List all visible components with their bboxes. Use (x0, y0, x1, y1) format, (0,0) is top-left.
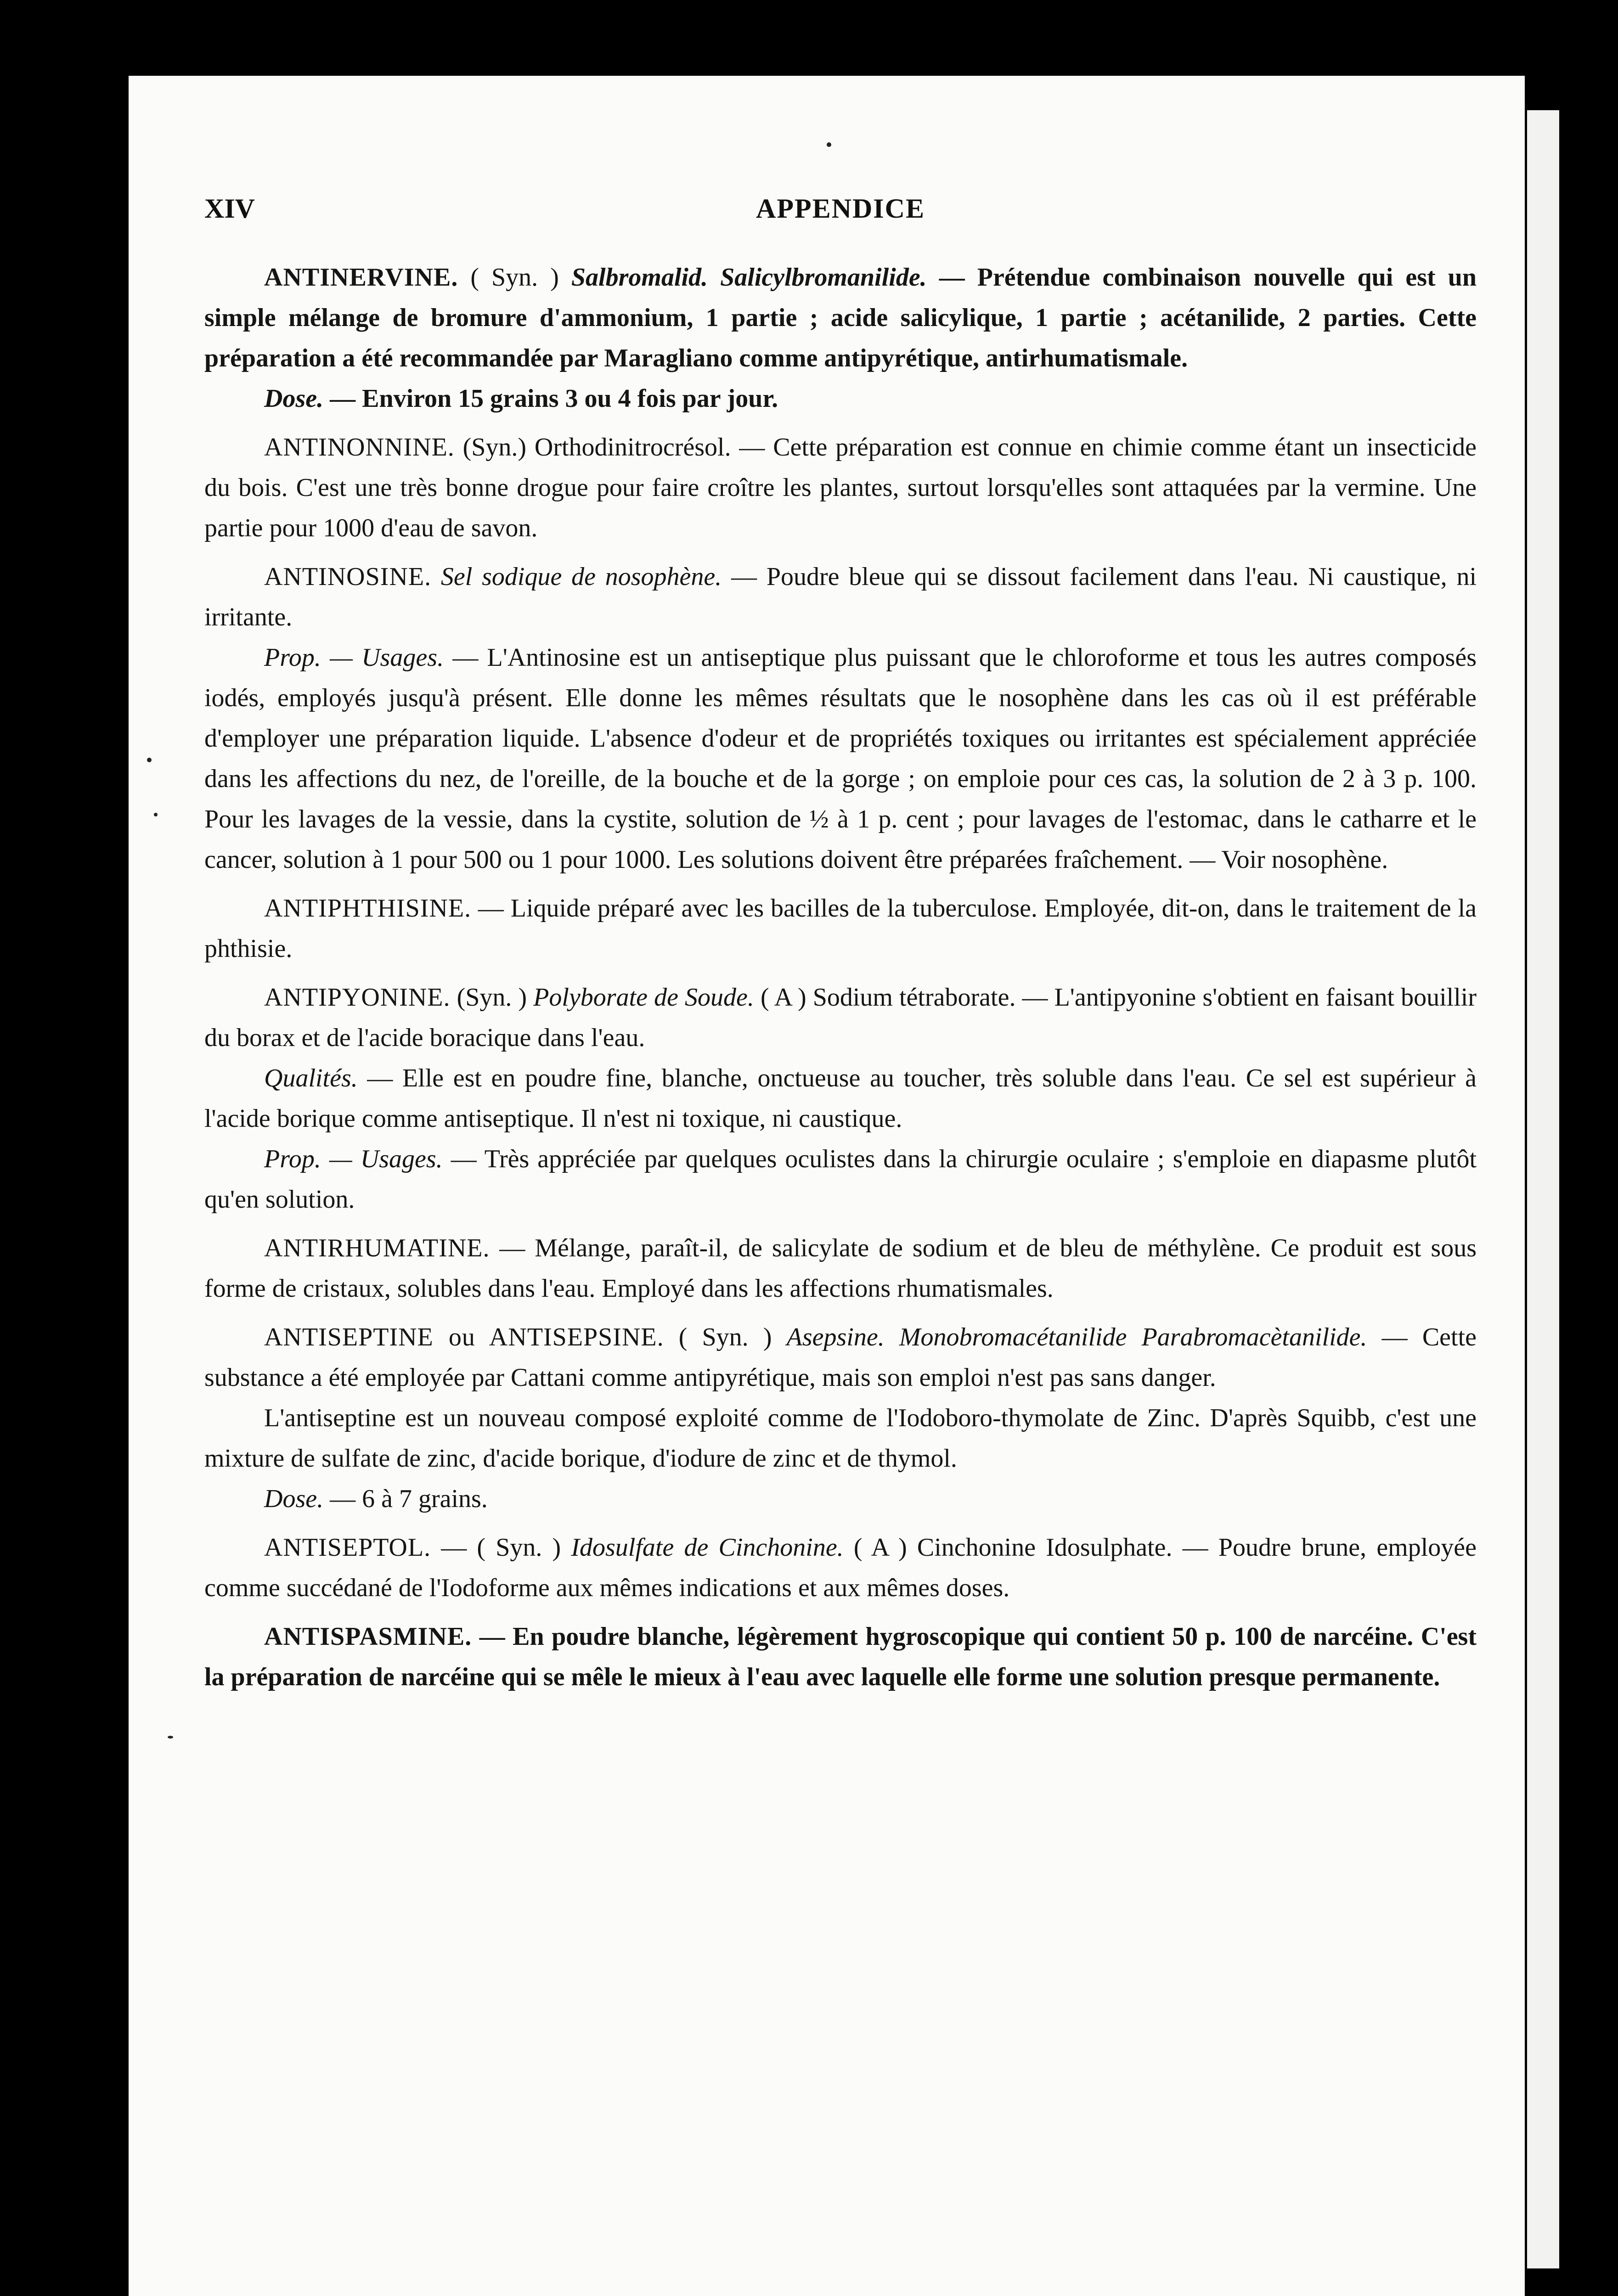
entry-headword: ANTIPYONINE. (264, 983, 451, 1012)
entry-antinonnine (204, 427, 1477, 548)
entry-headword: ANTINOSINE. (264, 563, 432, 591)
entry-sub-label: Qualités. (264, 1064, 358, 1092)
entry-sub-label: Prop. — Usages. (264, 643, 444, 672)
entries-list (204, 257, 1477, 1705)
entry-sub-text: L'antiseptine est un nouveau composé exploité comme de l'Iodoboro-thymolate de Zinc. D'après Squibb, c'est une mixture de sulfate de zinc, d'acide borique, d'iodure de zinc et de thymol. (204, 1404, 1477, 1473)
entry-text: Orthodinitrocrésol. — Cette préparation est connue en chimie comme étant un insecticide du bois. C'est une très bonne drogue pour faire croître les plantes, surtout lorsqu'elles sont attaquées par la vermine. Une partie pour 1000 d'eau de savon. (204, 433, 1477, 542)
entry-syn: ( Syn. ) (664, 1323, 787, 1351)
entry-sub-text: — Elle est en poudre fine, blanche, onctueuse au toucher, très soluble dans l'eau. Ce sel est supérieur à l'acide borique comme antiseptique. Il n'est ni toxique, ni caustique. (204, 1064, 1477, 1133)
entry-antispasmine (204, 1616, 1477, 1697)
scan-speck (168, 1736, 173, 1739)
entry-synonyms: Asepsine. Monobromacétanilide Parabromacètanilide. (786, 1323, 1367, 1351)
entry-sub-label: Dose. (264, 1485, 324, 1513)
entry-synonyms: Salbromalid. Salicylbromanilide. (571, 263, 927, 292)
entry-antipyonine (204, 977, 1477, 1220)
entry-synonyms: Sel sodique de nosophène. (440, 563, 722, 591)
scan-speck (147, 758, 152, 762)
entry-text: — Mélange, paraît-il, de salicylate de sodium et de bleu de méthylène. Ce produit est sous forme de cristaux, solubles dans l'eau. Employé dans les affections rhumatismales. (204, 1234, 1477, 1303)
entry-antinosine (204, 557, 1477, 880)
entry-sub-text: — 6 à 7 grains. (323, 1485, 488, 1513)
entry-sub-label: Prop. — Usages. (264, 1145, 443, 1173)
entry-headword: ANTINERVINE. (264, 263, 458, 292)
entry-syn: ( Syn. ) (458, 263, 571, 292)
running-header (204, 184, 1477, 234)
entry-sub-text: — L'Antinosine est un antiseptique plus puissant que le chloroforme et tous les autres composés iodés, employés jusqu'à présent. Elle donne les mêmes résultats que le nosophène dans les cas où il est préférable d'employer une préparation liquide. L'absence d'odeur et de propriétés toxiques ou irritantes est spécialement appréciée dans les affections du nez, de l'oreille, de la bouche et de la gorge ; on emploie pour ces cas, la solution de 2 à 3 p. 100. Pour les lavages de la vessie, dans la cystite, solution de ½ à 1 p. cent ; pour lavages de l'estomac, dans le catharre et le cancer, solution à 1 pour 500 ou 1 pour 1000. Les solutions doivent être préparées fraîchement. — Voir nosophène. (204, 643, 1477, 874)
entry-antiseptine (204, 1317, 1477, 1519)
entry-syn (431, 563, 441, 591)
entry-sub-text: — Très appréciée par quelques oculistes dans la chirurgie oculaire ; s'emploie en diapasme plutôt qu'en solution. (204, 1145, 1477, 1214)
scan-speck (827, 142, 831, 147)
page-edge-strip (1527, 110, 1559, 2268)
page-title: APPENDICE (755, 193, 925, 224)
entry-sub-label: Dose. (264, 384, 324, 413)
entry-synonyms: Polyborate de Soude. (533, 983, 754, 1012)
entry-headword: ANTIPHTHISINE. (264, 894, 472, 923)
scan-speck (154, 813, 158, 816)
entry-syn: (Syn.) (454, 433, 535, 461)
page-number: XIV (204, 193, 255, 224)
entry-text: — En poudre blanche, légèrement hygroscopique qui contient 50 p. 100 de narcéine. C'est la préparation de narcéine qui se mêle le mieux à l'eau avec laquelle elle forme une solution presque permanente. (204, 1622, 1477, 1691)
entry-headword: ANTISEPTOL. (264, 1533, 431, 1562)
entry-headword: ANTIRHUMATINE. (264, 1234, 490, 1262)
entry-text: ( A ) Sodium tétraborate. — L'antipyonine s'obtient en faisant bouillir du borax et de l'acide boracique dans l'eau. (204, 983, 1477, 1052)
entry-antinervine (204, 257, 1477, 419)
entry-text: ( A ) Cinchonine Idosulphate. — Poudre brune, employée comme succédané de l'Iodoforme aux mêmes indications et aux mêmes doses. (204, 1533, 1477, 1602)
entry-text: — Cette substance a été employée par Cattani comme antipyrétique, mais son emploi n'est pas sans danger. (204, 1323, 1477, 1392)
entry-synonyms: Idosulfate de Cinchonine. (571, 1533, 844, 1562)
entry-syn: — ( Syn. ) (431, 1533, 571, 1562)
entry-text: — Liquide préparé avec les bacilles de la tuberculose. Employée, dit-on, dans le traitement de la phthisie. (204, 894, 1477, 963)
entry-antirhumatine (204, 1228, 1477, 1309)
entry-antiseptol (204, 1527, 1477, 1608)
entry-headword: ANTISEPTINE ou ANTISEPSINE. (264, 1323, 664, 1351)
entry-headword: ANTINONNINE. (264, 433, 455, 461)
entry-text: — Prétendue combinaison nouvelle qui est un simple mélange de bromure d'ammonium, 1 partie ; acide salicylique, 1 partie ; acétanilide, 2 parties. Cette préparation a été recommandée par Maragliano comme antipyrétique, antirhumatismale. (204, 263, 1477, 372)
entry-headword: ANTISPASMINE. (264, 1622, 472, 1651)
entry-sub-text: — Environ 15 grains 3 ou 4 fois par jour. (323, 384, 778, 413)
entry-syn: (Syn. ) (450, 983, 534, 1012)
entry-text: — Poudre bleue qui se dissout facilement dans l'eau. Ni caustique, ni irritante. (204, 563, 1477, 631)
entry-antiphthisine (204, 888, 1477, 969)
